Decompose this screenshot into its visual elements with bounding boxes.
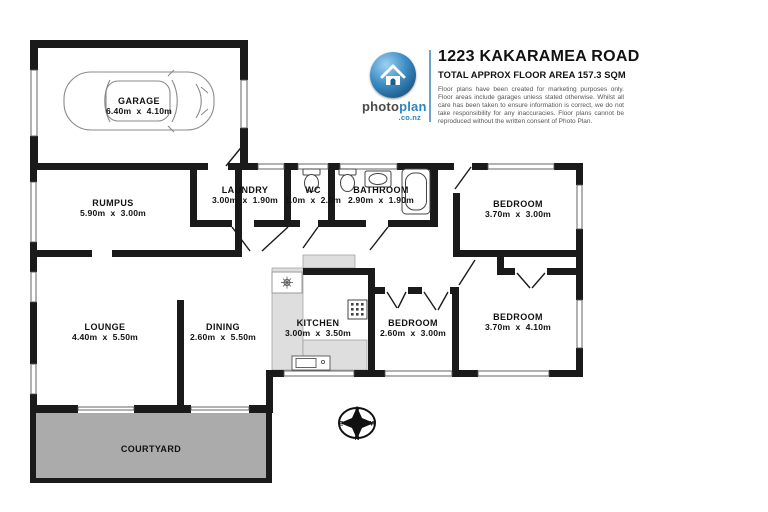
header-divider bbox=[429, 50, 431, 122]
room-label-kitchen: KITCHEN 3.00m x 3.50m bbox=[284, 318, 352, 338]
svg-text:W: W bbox=[369, 420, 377, 428]
title-block bbox=[438, 48, 638, 126]
logo-wordmark: photoplan .co.nz bbox=[362, 99, 427, 122]
room-label-bedroom-2: BEDROOM 2.60m x 3.00m bbox=[379, 318, 447, 338]
kitchen-sink-icon bbox=[292, 356, 330, 370]
room-label-wc: WC 1.0m x 2.0m bbox=[284, 185, 342, 205]
photoplan-logo bbox=[362, 52, 427, 123]
page-title: 1223 KAKARAMEA ROAD bbox=[438, 48, 640, 65]
room-label-bathroom: BATHROOM 2.90m x 1.90m bbox=[347, 185, 415, 205]
floor-area-subtitle: TOTAL APPROX FLOOR AREA 157.3 SQM bbox=[438, 70, 626, 80]
svg-text:N: N bbox=[354, 435, 360, 442]
stove-icon bbox=[348, 300, 367, 319]
room-label-courtyard: COURTYARD bbox=[120, 444, 182, 454]
room-label-bedroom-3: BEDROOM 3.70m x 4.10m bbox=[484, 312, 552, 332]
svg-text:S: S bbox=[354, 406, 360, 413]
room-label-garage: GARAGE 6.40m x 4.10m bbox=[105, 96, 173, 116]
room-label-dining: DINING 2.60m x 5.50m bbox=[189, 322, 257, 342]
svg-text:E: E bbox=[338, 420, 344, 428]
logo-house-icon bbox=[370, 52, 416, 98]
room-label-bedroom-1: BEDROOM 3.70m x 3.00m bbox=[484, 199, 552, 219]
room-label-laundry: LAUNDRY 3.00m x 1.90m bbox=[211, 185, 279, 205]
logo-domain: .co.nz bbox=[398, 113, 421, 122]
disclaimer-text: Floor plans have been created for marketing purposes only. Floor areas include garages unless stated otherwise. Whilst all care has been taken to ensure information is correct, we do not take responsibility for any inaccuracies. Floor plans cannot be reproduced without the written consent of Photo Plan. bbox=[438, 86, 624, 125]
heat-pump-icon bbox=[272, 272, 302, 293]
room-label-lounge: LOUNGE 4.40m x 5.50m bbox=[71, 322, 139, 342]
room-label-rumpus: RUMPUS 5.90m x 3.00m bbox=[79, 198, 147, 218]
compass-icon bbox=[339, 406, 377, 442]
